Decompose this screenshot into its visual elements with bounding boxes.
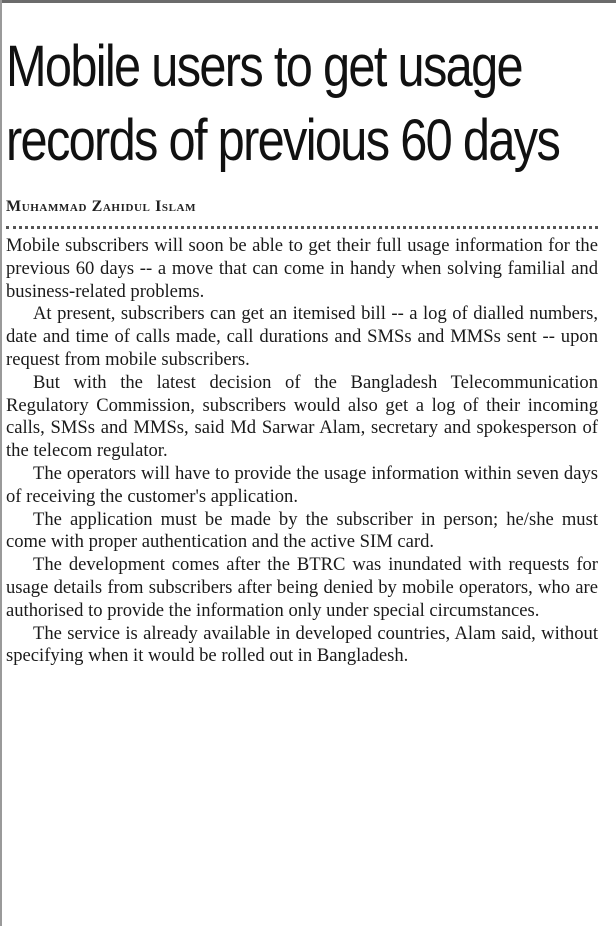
article-headline: Mobile users to get usage records of previous 60 days bbox=[6, 34, 560, 173]
article-byline: Muhammad Zahidul Islam bbox=[6, 198, 197, 215]
article-body bbox=[6, 235, 598, 668]
body-paragraph: Mobile subscribers will soon be able to get their full usage information for the previous 60 days -- a move that can come in handy when solving familial and business-related problems. bbox=[6, 235, 598, 302]
body-paragraph: The service is already available in developed countries, Alam said, without specifying when it would be rolled out in Bangladesh. bbox=[6, 622, 598, 667]
body-paragraph: The development comes after the BTRC was inundated with requests for usage details from subscribers after being denied by mobile operators, who are authorised to provide the information only under special circumstances. bbox=[6, 554, 598, 621]
body-paragraph: At present, subscribers can get an itemised bill -- a log of dialled numbers, date and time of calls made, call durations and SMSs and MMSs sent -- upon request from mobile subscribers. bbox=[6, 303, 598, 370]
dotted-divider bbox=[6, 226, 598, 229]
body-paragraph: The application must be made by the subscriber in person; he/she must come with proper authentication and the active SIM card. bbox=[6, 508, 598, 553]
news-article bbox=[6, 30, 598, 668]
top-border-rule bbox=[0, 0, 616, 3]
body-paragraph: The operators will have to provide the usage information within seven days of receiving the customer's application. bbox=[6, 462, 598, 507]
body-paragraph: But with the latest decision of the Bangladesh Telecommunication Regulatory Commission, subscribers would also get a log of their incoming calls, SMSs and MMSs, said Md Sarwar Alam, secretary and spokesperson of the telecom regulator. bbox=[6, 371, 598, 462]
left-border-rule bbox=[0, 0, 2, 926]
